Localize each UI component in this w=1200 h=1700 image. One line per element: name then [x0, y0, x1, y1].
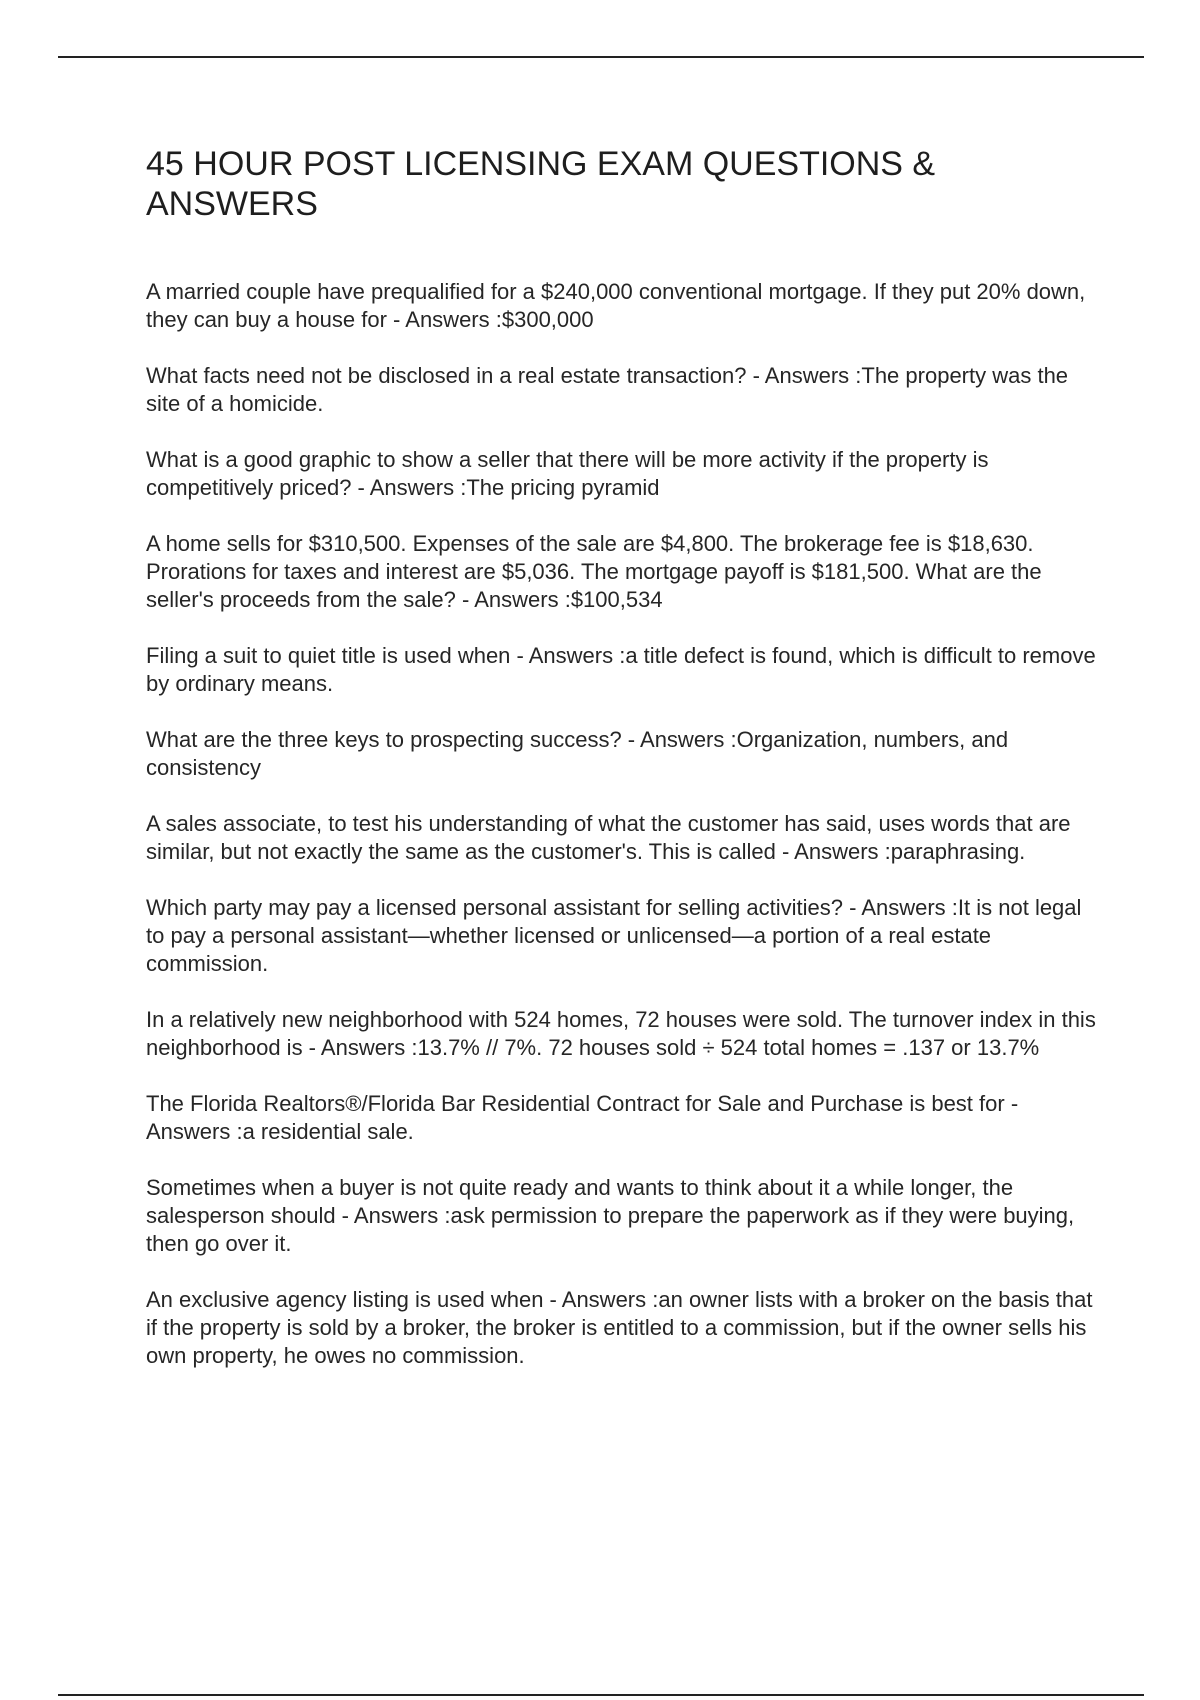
- qa-item-4: A home sells for $310,500. Expenses of the sale are $4,800. The brokerage fee is $18,630. Prorations for taxes and interest are $5,036. The mortgage payoff is $181,500. What are the seller's proceeds from the sale? - Answers :$100,534: [146, 531, 1042, 612]
- qa-item-5: Filing a suit to quiet title is used when - Answers :a title defect is found, which is difficult to remove by ordinary means.: [146, 643, 1096, 696]
- qa-item-1: A married couple have prequalified for a $240,000 conventional mortgage. If they put 20% down, they can buy a house for - Answers :$300,000: [146, 279, 1086, 332]
- qa-item-8: Which party may pay a licensed personal assistant for selling activities? - Answers :It is not legal to pay a personal assistant—whether licensed or unlicensed—a portion of a real estate commission.: [146, 895, 1082, 976]
- qa-item-2: What facts need not be disclosed in a real estate transaction? - Answers :The property was the site of a homicide.: [146, 363, 1069, 416]
- top-rule: [58, 56, 1144, 58]
- qa-item-7: A sales associate, to test his understanding of what the customer has said, uses words that are similar, but not exactly the same as the customer's. This is called - Answers :paraphrasing.: [146, 811, 1071, 864]
- qa-item-11: Sometimes when a buyer is not quite ready and wants to think about it a while longer, the salesperson should - Answers :ask permission to prepare the paperwork as if they were buying, then go over it.: [146, 1175, 1075, 1256]
- qa-item-6: What are the three keys to prospecting success? - Answers :Organization, numbers, and consistency: [146, 727, 1009, 780]
- qa-item-12: An exclusive agency listing is used when - Answers :an owner lists with a broker on the basis that if the property is sold by a broker, the broker is entitled to a commission, but if the owner sells his own property, he owes no commission.: [146, 1287, 1093, 1368]
- bottom-rule: [58, 1694, 1144, 1696]
- qa-item-3: What is a good graphic to show a seller that there will be more activity if the property is competitively priced? - Answers :The pricing pyramid: [146, 447, 989, 500]
- qa-item-10: The Florida Realtors®/Florida Bar Residential Contract for Sale and Purchase is best for - Answers :a residential sale.: [146, 1091, 1019, 1144]
- qa-item-9: In a relatively new neighborhood with 524 homes, 72 houses were sold. The turnover index in this neighborhood is - Answers :13.7% // 7%. 72 houses sold ÷ 524 total homes = .137 or 13.7%: [146, 1007, 1096, 1060]
- document-title: 45 HOUR POST LICENSING EXAM QUESTIONS & ANSWERS: [146, 145, 936, 223]
- document-body: [146, 144, 1096, 1398]
